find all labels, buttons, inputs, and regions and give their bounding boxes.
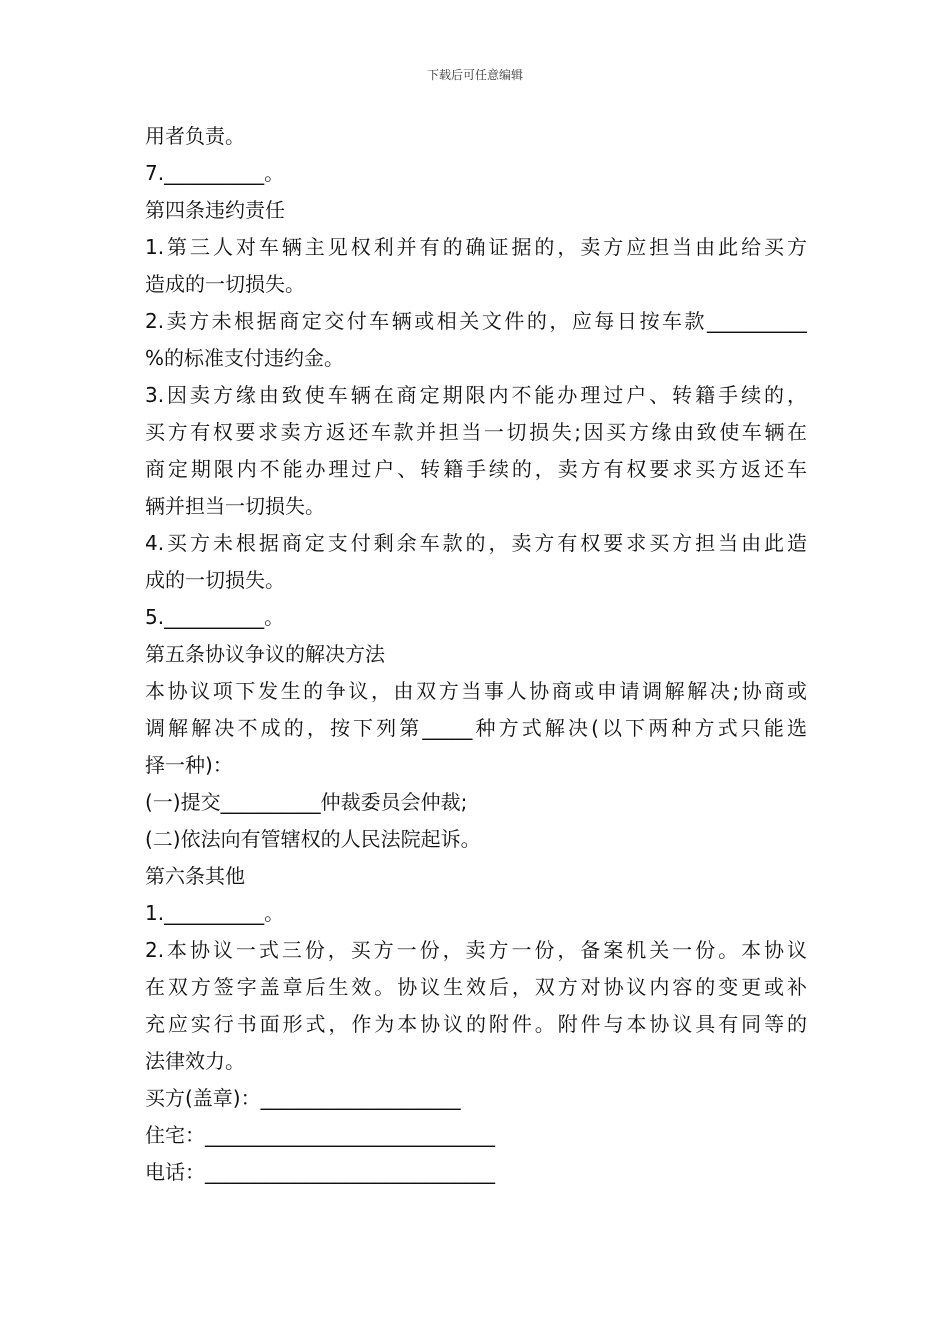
text-line: (二)依法向有管辖权的人民法院起诉。 <box>145 827 481 851</box>
text-line: 第四条违约责任 <box>145 198 285 222</box>
text-line: 择一种)： <box>145 753 233 777</box>
text-line: 7.__________。 <box>145 161 285 185</box>
text-line: 电话：_____________________________ <box>145 1160 495 1184</box>
text-line: (一)提交__________仲裁委员会仲裁; <box>145 790 468 814</box>
text-line: 用者负责。 <box>145 124 245 148</box>
document-body <box>145 118 807 1191</box>
text-line: 辆并担当一切损失。 <box>145 494 325 518</box>
text-line: 3.因卖方缘由致使车辆在商定期限内不能办理过户、转籍手续的， <box>145 383 807 407</box>
text-line: 成的一切损失。 <box>145 568 285 592</box>
text-line: 1.第三人对车辆主见权利并有的确证据的，卖方应担当由此给买方 <box>145 235 807 259</box>
page-header: 下载后可任意编辑 <box>426 68 523 82</box>
text-line: %的标准支付违约金。 <box>145 346 345 370</box>
text-line: 2.本协议一式三份，买方一份，卖方一份，备案机关一份。本协议 <box>145 938 807 962</box>
text-line: 法律效力。 <box>145 1049 245 1073</box>
text-line: 充应实行书面形式，作为本协议的附件。附件与本协议具有同等的 <box>145 1012 807 1036</box>
text-line: 第五条协议争议的解决方法 <box>145 642 385 666</box>
text-line: 商定期限内不能办理过户、转籍手续的，卖方有权要求买方返还车 <box>145 457 807 481</box>
text-line: 造成的一切损失。 <box>145 272 305 296</box>
text-line: 住宅：_____________________________ <box>145 1123 495 1147</box>
text-line: 5.__________。 <box>145 605 285 629</box>
text-line: 第六条其他 <box>145 864 245 888</box>
text-line: 本协议项下发生的争议，由双方当事人协商或申请调解解决;协商或 <box>145 679 807 703</box>
text-line: 在双方签字盖章后生效。协议生效后，双方对协议内容的变更或补 <box>145 975 807 999</box>
text-line: 1.__________。 <box>145 901 285 925</box>
text-line: 买方有权要求卖方返还车款并担当一切损失;因买方缘由致使车辆在 <box>145 420 807 444</box>
text-line: 4.买方未根据商定支付剩余车款的，卖方有权要求买方担当由此造 <box>145 531 807 555</box>
text-line: 买方(盖章)：____________________ <box>145 1086 461 1110</box>
text-line: 2.卖方未根据商定交付车辆或相关文件的，应每日按车款__________ <box>145 309 807 333</box>
text-line: 调解解决不成的，按下列第_____种方式解决(以下两种方式只能选 <box>145 716 807 740</box>
